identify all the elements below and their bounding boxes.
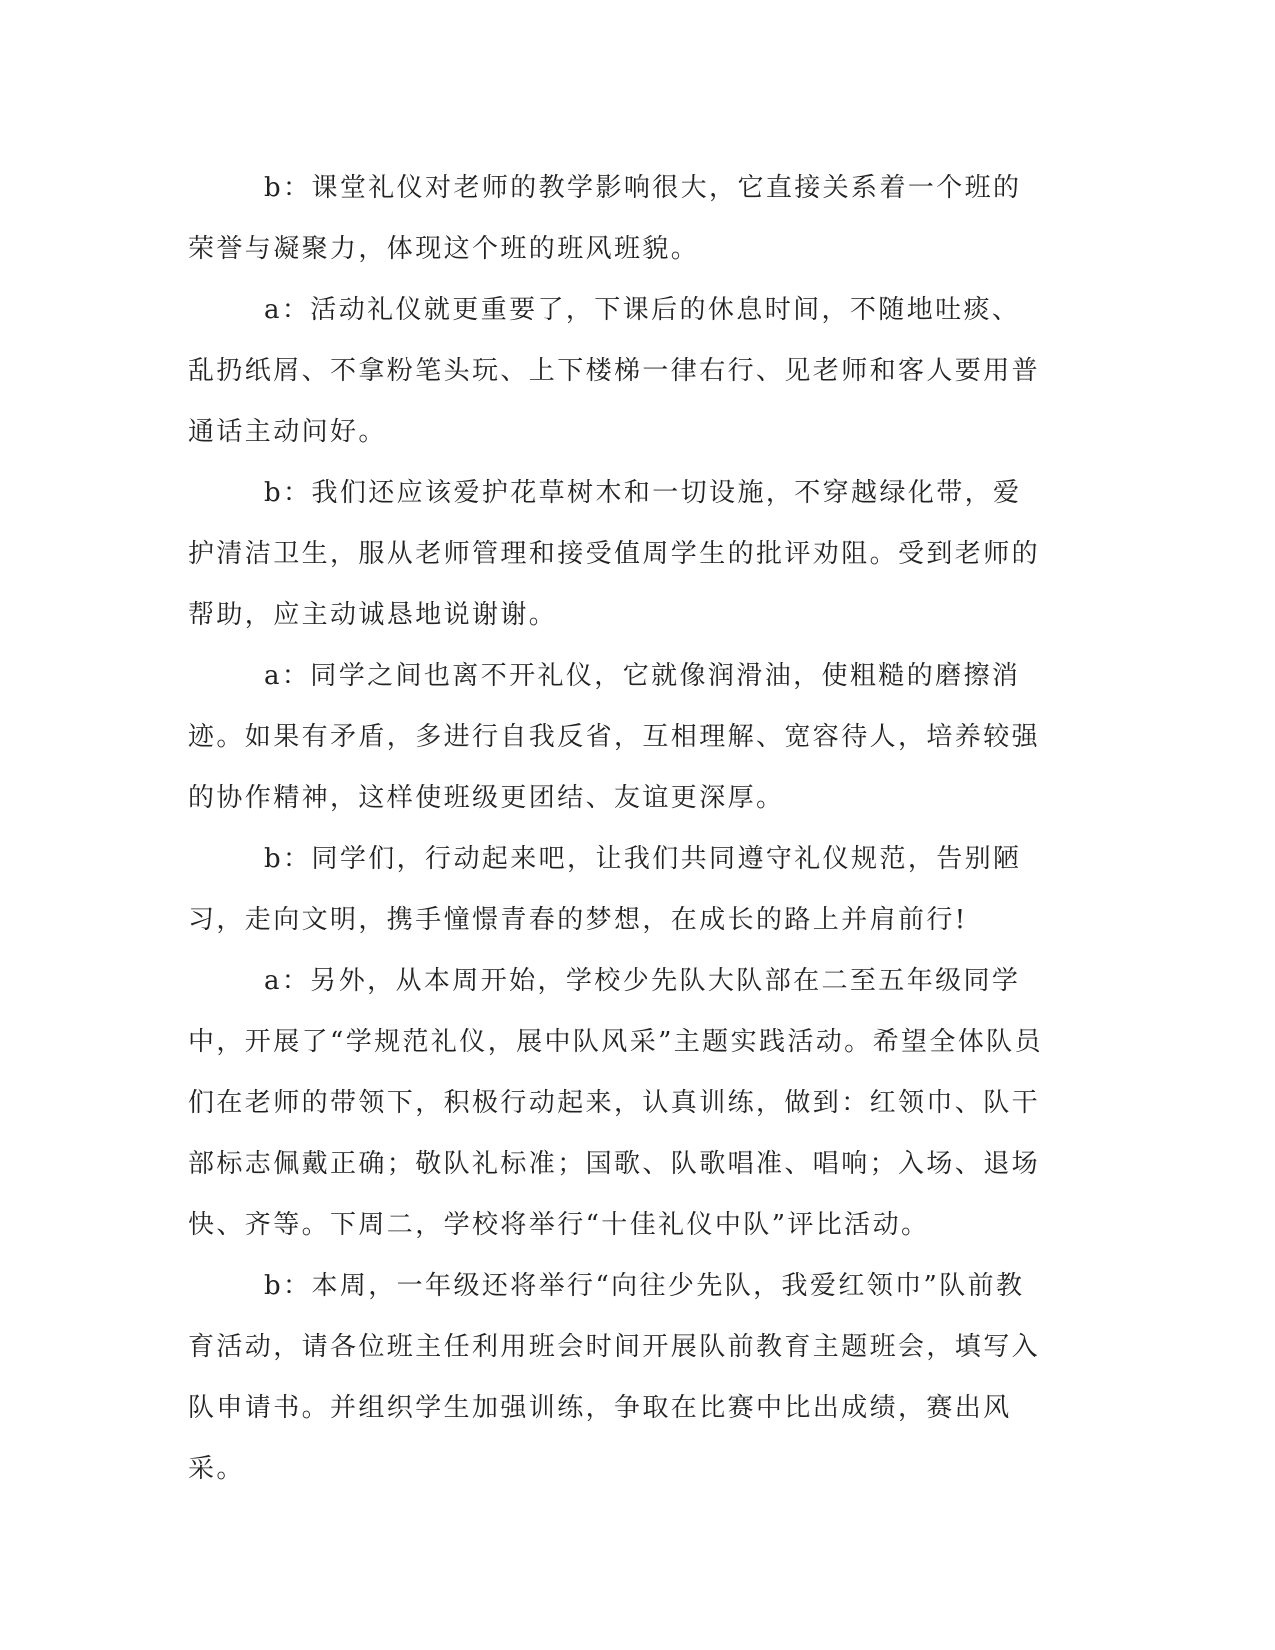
- document-body: [188, 158, 1048, 1500]
- paragraph-3: b：我们还应该爱护花草树木和一切设施，不穿越绿化带，爱护清洁卫生，服从老师管理和接受值周学生的批评劝阻。受到老师的帮助，应主动诚恳地说谢谢。: [188, 478, 1041, 630]
- paragraph-6: a：另外，从本周开始，学校少先队大队部在二至五年级同学中，开展了“学规范礼仪，展中队风采”主题实践活动。希望全体队员们在老师的带领下，积极行动起来，认真训练，做到：红领巾、队干部标志佩戴正确；敬队礼标准；国歌、队歌唱准、唱响；入场、退场快、齐等。下周二，学校将举行“十佳礼仪中队”评比活动。: [188, 966, 1043, 1240]
- paragraph-2: a：活动礼仪就更重要了，下课后的休息时间，不随地吐痰、乱扔纸屑、不拿粉笔头玩、上下楼梯一律右行、见老师和客人要用普通话主动问好。: [188, 295, 1041, 447]
- paragraph-7: b：本周，一年级还将举行“向往少先队，我爱红领巾”队前教育活动，请各位班主任利用班会时间开展队前教育主题班会，填写入队申请书。并组织学生加强训练，争取在比赛中比出成绩，赛出风采。: [188, 1271, 1041, 1484]
- paragraph-4: a：同学之间也离不开礼仪，它就像润滑油，使粗糙的磨擦消迹。如果有矛盾，多进行自我反省，互相理解、宽容待人，培养较强的协作精神，这样使班级更团结、友谊更深厚。: [188, 661, 1041, 813]
- paragraph-5: b：同学们，行动起来吧，让我们共同遵守礼仪规范，告别陋习，走向文明，携手憧憬青春的梦想，在成长的路上并肩前行!: [188, 844, 1022, 935]
- paragraph-1: b：课堂礼仪对老师的教学影响很大，它直接关系着一个班的荣誉与凝聚力，体现这个班的班风班貌。: [188, 173, 1022, 264]
